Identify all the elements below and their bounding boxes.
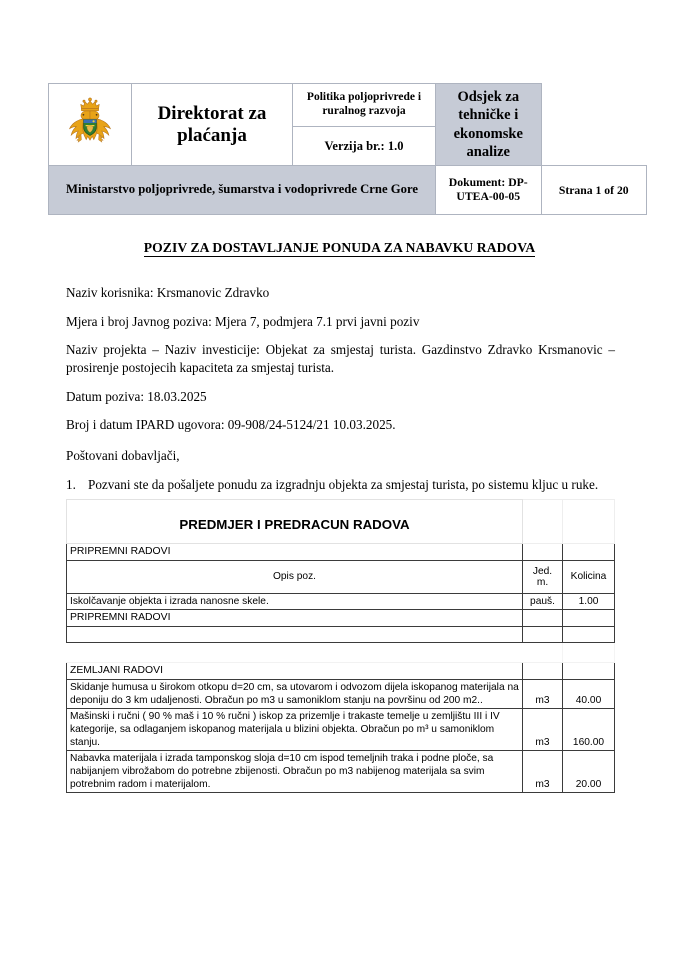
predmjer-table-wrapper [66,499,614,793]
measure-line: Mjera i broj Javnog poziva: Mjera 7, podmjera 7.1 prvi javni poziv [66,313,420,329]
table-row [67,610,615,627]
table-row [67,594,615,610]
predmjer-table [66,499,615,793]
item-quantity: 160.00 [563,709,615,751]
header-row-bottom [49,166,647,215]
item-quantity: 20.00 [563,751,615,793]
salutation-line: Poštovani dobavljači, [66,448,180,464]
version-label: Verzija br.: 1.0 [293,127,436,166]
list-item-1-number: 1. [66,476,76,492]
empty-description-cell [67,627,523,643]
predmjer-title-row [67,500,615,544]
page-number: Strana 1 of 20 [541,166,647,215]
montenegro-coat-of-arms-icon [59,95,121,155]
item-quantity: 1.00 [563,594,615,610]
policy-title: Politika poljoprivrede i ruralnog razvoja [293,84,436,127]
spacer-unit-cell [523,643,563,663]
predmjer-title-spacer-qty [563,500,615,544]
document-body [66,284,615,494]
item-quantity: 40.00 [563,680,615,709]
section-footer-unit-cell [523,610,563,627]
table-row [67,751,615,793]
department-title: Odsjek za tehničke i ekonomske analize [436,84,542,166]
header-row-top [49,84,647,127]
column-header-unit-line2: m. [536,577,549,588]
item-description: Iskolčavanje objekta i izrada nanosne skele. [67,594,523,610]
call-date-line: Datum poziva: 18.03.2025 [66,388,207,404]
beneficiary-line: Naziv korisnika: Krsmanovic Zdravko [66,285,270,300]
column-header-description: Opis poz. [67,561,523,594]
column-header-row [67,561,615,594]
project-line: Naziv projekta – Naziv investicije: Objekat za smjestaj turista. Gazdinstvo Zdravko Krsmanovic – prosirenje postojecih kapaciteta za smjestaj turista. [66,342,615,376]
table-row [67,627,615,643]
page-title [0,240,679,256]
predmjer-title-spacer-unit [523,500,563,544]
column-header-unit [523,561,563,594]
coat-of-arms-cell [49,84,132,166]
item-description: Nabavka materijala i izrada tamponskog sloja d=10 cm ispod temeljnih traka i podne ploče, sa nabijanjem vibrožabom do potrebne zbijenosti. Obračun po m3 nabijenog materijala sa svim potrebnim radom i materijalom. [67,751,523,793]
item-unit: pauš. [523,594,563,610]
column-header-quantity: Kolicina [563,561,615,594]
section2-unit-cell [523,663,563,680]
table-row [67,663,615,680]
column-header-unit-line1: Jed. [532,565,553,577]
directorate-title: Direktorat za plaćanja [132,84,293,166]
list-item-1-text: Pozvani ste da pošaljete ponudu za izgradnju objekta za smjestaj turista, po sistemu kljuc u ruke. [88,476,599,492]
ministry-title: Ministarstvo poljoprivrede, šumarstva i vodoprivrede Crne Gore [49,166,436,215]
predmjer-title: PREDMJER I PREDRACUN RADOVA [67,500,523,544]
contract-line: Broj i datum IPARD ugovora: 09-908/24-5124/21 10.03.2025. [66,417,396,433]
section2-qty-cell [563,663,615,680]
table-row [67,680,615,709]
section-title-pripremni: PRIPREMNI RADOVI [67,544,523,561]
spacer-qty-cell [563,643,615,663]
item-description: Mašinski i ručni ( 90 % maš i 10 % ručni ) iskop za prizemlje i trakaste temelje u zemljištu III i IV kategorije, sa odlaganjem iskopanog materijala u blizini objekta. Obračun po m³ u samoniklom stanju. [67,709,523,751]
item-description: Skidanje humusa u širokom otkopu d=20 cm, sa utovarom i odvozom dijela iskopanog materijala na deponiju do 3 km udaljenosti. Obračun po m3 u samoniklom stanju na površinu od 200 m2.. [67,680,523,709]
section-qty-cell [563,544,615,561]
document-code: Dokument: DP-UTEA-00-05 [436,166,542,215]
table-row [67,709,615,751]
section-unit-cell [523,544,563,561]
empty-qty-cell [563,627,615,643]
item-unit: m3 [523,680,563,709]
section-title-zemljani: ZEMLJANI RADOVI [67,663,523,680]
spacer-description-cell [67,643,523,663]
item-unit: m3 [523,751,563,793]
section-footer-pripremni: PRIPREMNI RADOVI [67,610,523,627]
document-header-table [48,83,647,215]
page-title-text: POZIV ZA DOSTAVLJANJE PONUDA ZA NABAVKU RADOVA [143,240,536,255]
table-row [67,544,615,561]
list-item-1 [66,476,615,494]
item-unit: m3 [523,709,563,751]
section-footer-qty-cell [563,610,615,627]
section-spacer-row [67,643,615,663]
empty-unit-cell [523,627,563,643]
